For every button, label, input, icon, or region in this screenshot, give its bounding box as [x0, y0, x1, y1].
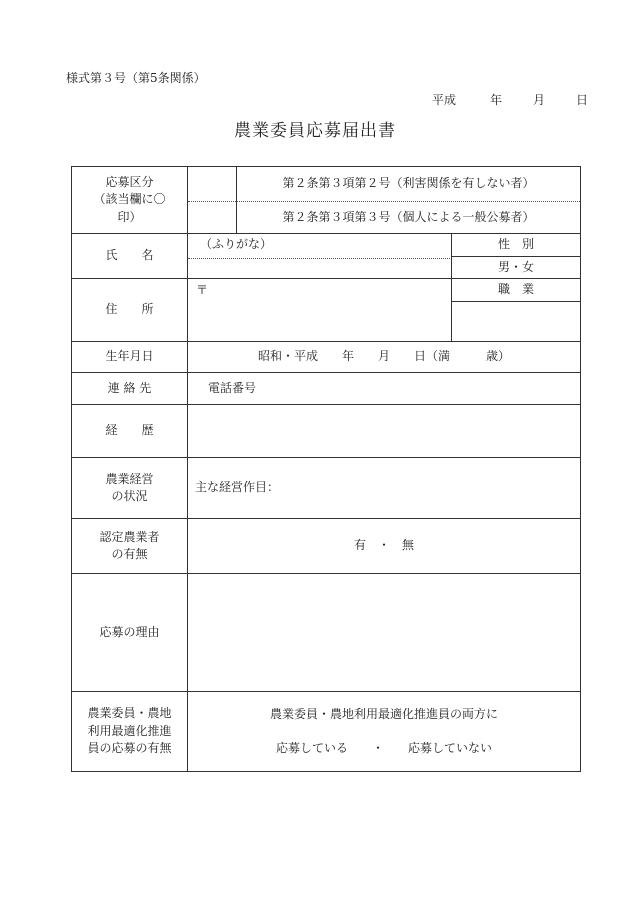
option1-text: 第２条第３項第２号（利害関係を有しない者） — [282, 176, 535, 191]
both-positions-label — [72, 692, 187, 771]
gender-field[interactable]: 男・女 — [497, 259, 534, 274]
name-field[interactable] — [188, 259, 451, 278]
certified-label — [72, 519, 187, 573]
occupation-field[interactable] — [452, 302, 580, 341]
career-field[interactable] — [188, 405, 580, 457]
date-month: 月 — [533, 93, 546, 107]
category-note: （該当欄に〇 — [93, 192, 166, 207]
category-label-text: 応募区分 — [105, 174, 154, 189]
category-label — [72, 167, 187, 233]
category-note-2: 印） — [117, 209, 142, 224]
page-title: 農業委員応募届出書 — [234, 121, 396, 141]
date-era: 平成 — [432, 93, 457, 107]
both-line2: 応募している ・ 応募していない — [275, 740, 492, 755]
option2-checkbox[interactable] — [188, 202, 236, 233]
farm-label-line2: の状況 — [111, 489, 148, 503]
both-line1: 農業委員・農地利用最適化推進員の両方に — [269, 707, 498, 722]
postal-mark: 〒 — [196, 283, 209, 297]
table-border-bottom — [71, 771, 581, 772]
farm-label-line1: 農業経営 — [105, 471, 154, 486]
farm-field[interactable]: 主な経営作目： — [195, 480, 280, 495]
address-field[interactable] — [196, 282, 446, 338]
both-label-line3: 員の応募の有無 — [87, 741, 172, 756]
furigana-field[interactable]: （ふりがな） — [200, 237, 273, 252]
reason-field[interactable] — [188, 574, 580, 691]
both-positions-field[interactable] — [188, 692, 580, 771]
contact-label: 連 絡 先 — [107, 380, 152, 395]
name-label: 氏 名 — [105, 248, 154, 263]
address-label: 住 所 — [105, 302, 154, 317]
certified-label-line1: 認定農業者 — [99, 529, 160, 544]
contact-field[interactable]: 電話番号 — [208, 380, 257, 395]
both-label-line2: 利用最適化推進 — [87, 723, 172, 738]
occupation-label: 職 業 — [497, 282, 534, 297]
date-day: 日 — [576, 93, 589, 107]
certified-field[interactable]: 有 ・ 無 — [353, 538, 414, 553]
certified-label-line2: の有無 — [111, 547, 148, 561]
option2-text: 第２条第３項第３号（個人による一般公募者） — [282, 209, 535, 224]
form-number: 様式第３号（第5条関係） — [66, 71, 206, 85]
birth-field[interactable]: 昭和・平成 年 月 日（満 歳） — [257, 349, 510, 364]
career-label: 経 歴 — [105, 423, 154, 438]
reason-label: 応募の理由 — [99, 624, 160, 639]
gender-label: 性 別 — [497, 237, 534, 252]
birth-label: 生年月日 — [105, 349, 154, 364]
farm-label — [72, 458, 187, 518]
both-label-line1: 農業委員・農地 — [87, 706, 172, 721]
option1-checkbox[interactable] — [188, 167, 236, 201]
date-year: 年 — [490, 93, 503, 107]
